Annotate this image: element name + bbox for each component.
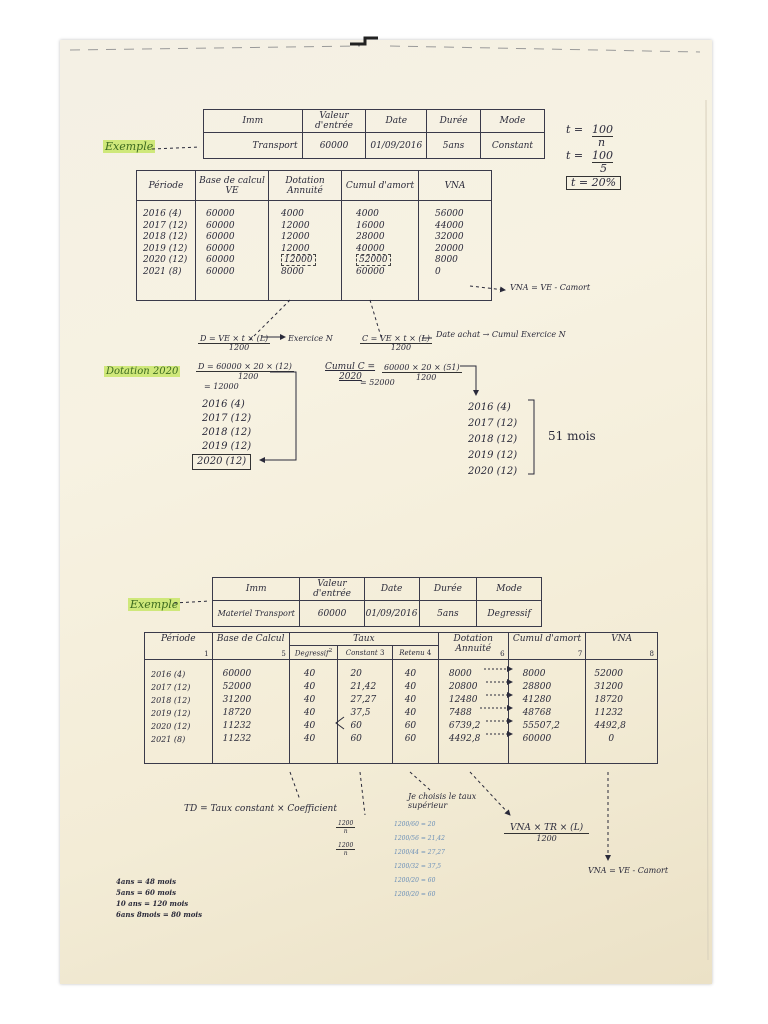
periode2-cell: 2016 (4)	[151, 670, 186, 679]
right-period: 2018 (12)	[468, 434, 518, 445]
right-period: 2016 (4)	[468, 402, 511, 413]
retenu-cell: 40	[404, 695, 417, 705]
info2-header-imm: Imm	[213, 578, 300, 601]
cumul-year: 2020	[339, 372, 362, 382]
h2-periode: Période	[160, 634, 196, 644]
periode2-cell: 2021 (8)	[151, 735, 186, 744]
months-note: 5ans = 60 mois	[116, 888, 177, 897]
cumul2-cell: 28800	[522, 682, 552, 692]
vna2-cell: 18720	[594, 695, 624, 705]
rate-calc: 1200/20 = 60	[394, 877, 436, 884]
rate-calc: 1200/60 = 20	[394, 821, 436, 828]
info-header-imm: Imm	[204, 110, 303, 133]
cumul-cell: 40000	[356, 243, 385, 254]
info2-valeur: 60000	[300, 601, 364, 627]
vna2-cell: 31200	[594, 682, 624, 692]
info-header-duree: Durée	[427, 110, 481, 133]
rate-frac-1-den: n	[343, 828, 348, 835]
h2-degressif: Degressif	[294, 649, 329, 658]
rate-den-2: 5	[600, 162, 607, 175]
months-total: 51 mois	[548, 429, 596, 443]
periode-cell: 2018 (12)	[143, 232, 188, 242]
base2-cell: 11232	[222, 721, 252, 731]
constant-cell: 37,5	[350, 708, 371, 718]
formula-c-num: C = VE × t × (L)	[362, 334, 430, 343]
vna-cell: 44000	[435, 220, 464, 231]
info2-header-date: Date	[364, 578, 419, 601]
retenu-cell: 60	[404, 721, 417, 731]
vna2-cell: 52000	[594, 669, 624, 679]
left-period: 2017 (12)	[202, 413, 252, 424]
choix-note: Je choisis le taux supérieur	[408, 792, 477, 810]
formula-d-calc-result: = 12000	[204, 382, 239, 391]
h2-dotation: Dotation Annuité	[453, 634, 493, 654]
info-duree: 5ans	[427, 133, 481, 159]
info-header-valeur: Valeur d'entrée	[302, 110, 366, 133]
header-dotation: Dotation Annuité	[269, 171, 342, 201]
h2-constant: Constant	[345, 648, 378, 657]
rate-calc: 1200/20 = 60	[394, 891, 436, 898]
h2-num-6: 6	[500, 650, 505, 658]
rate-result: t = 20%	[566, 176, 621, 190]
h2-base: Base de Calcul	[216, 634, 285, 644]
info2-header-valeur: Valeur d'entrée	[300, 578, 364, 601]
vna-cell: 20000	[435, 243, 464, 254]
dotation-cell: 4000	[281, 209, 304, 219]
rate-den-1: n	[598, 136, 606, 149]
base2-cell: 60000	[222, 669, 252, 679]
dotation2-cell: 8000	[448, 669, 472, 679]
periode-cell: 2021 (8)	[143, 266, 182, 277]
cumul-label: Cumul C =	[325, 362, 376, 372]
periode-cell: 2020 (12)	[143, 255, 188, 265]
h2-num-8: 8	[649, 650, 654, 658]
degressif-cell: 40	[303, 708, 316, 718]
date-achat-note: Date achat → Cumul Exercice N	[436, 330, 566, 339]
formula-c-calc-result: = 52000	[360, 378, 395, 387]
cumul2-cell: 41280	[522, 695, 552, 705]
example-1-label: Exemple	[105, 140, 154, 153]
dotation2-cell: 12480	[448, 695, 478, 705]
dotation-cell: 12000	[281, 232, 310, 242]
td-note: TD = Taux constant × Coefficient	[184, 804, 337, 814]
base2-cell: 18720	[222, 708, 252, 718]
rate-calc: 1200/44 = 27,27	[394, 849, 445, 856]
formula-d-calc-num: D = 60000 × 20 × (12)	[198, 362, 292, 371]
rate-frac-2-den: n	[343, 850, 348, 857]
info2-date: 01/09/2016	[364, 601, 419, 627]
h2-cumul: Cumul d'amort	[512, 634, 582, 644]
periode-cell: 2019 (12)	[143, 243, 188, 254]
info-header-date: Date	[366, 110, 427, 133]
vna-cell: 56000	[435, 209, 464, 219]
info-valeur: 60000	[302, 133, 366, 159]
dotation-cell: 12000	[281, 220, 310, 231]
info-date: 01/09/2016	[366, 133, 427, 159]
info2-header-duree: Durée	[419, 578, 477, 601]
formula-c-calc-den: 1200	[416, 373, 437, 382]
dotation2-cell: 4492,8	[448, 734, 481, 744]
example-2-label: Exemple	[130, 598, 179, 611]
retenu-cell: 60	[404, 734, 417, 744]
base-cell: 60000	[206, 255, 235, 265]
cumul-cell: 28000	[356, 232, 385, 242]
base-cell: 60000	[206, 232, 235, 242]
exercice-n-note: Exercice N	[288, 334, 333, 343]
dotation2-cell: 20800	[448, 682, 478, 692]
periode2-cell: 2019 (12)	[151, 709, 191, 718]
months-note: 10 ans = 120 mois	[116, 899, 189, 908]
cumul-cell-highlighted: 52000	[356, 254, 391, 266]
cumul2-cell: 60000	[522, 734, 552, 744]
base-cell: 60000	[206, 266, 235, 277]
h2-vna: VNA	[611, 634, 633, 644]
h2-retenu: Retenu	[399, 648, 425, 657]
periode-cell: 2017 (12)	[143, 220, 188, 231]
constant-cell: 27,27	[350, 695, 377, 705]
dotation2-cell: 7488	[448, 708, 472, 718]
vna-cell: 8000	[435, 255, 458, 265]
dotation-formula-num: VNA × TR × (L)	[504, 823, 589, 834]
h2-num-7: 7	[577, 650, 583, 658]
periode2-cell: 2017 (12)	[151, 683, 191, 692]
dotation-cell-highlighted: 12000	[281, 254, 316, 266]
dotation-formula-den: 1200	[536, 834, 557, 843]
rate-calc: 1200/56 = 21,42	[394, 835, 445, 842]
h2-num-4: 4	[426, 648, 432, 657]
vna-cell: 0	[435, 266, 441, 277]
cumul2-cell: 48768	[522, 708, 552, 718]
cumul2-cell: 55507,2	[522, 721, 560, 731]
left-period: 2016 (4)	[202, 399, 245, 410]
vna2-cell: 11232	[594, 708, 624, 718]
info2-imm: Materiel Transport	[213, 601, 300, 627]
header-cumul: Cumul d'amort	[342, 171, 419, 201]
header-vna: VNA	[419, 171, 492, 201]
dotation-2020-label: Dotation 2020	[106, 366, 179, 377]
base2-cell: 11232	[222, 734, 252, 744]
base2-cell: 52000	[222, 682, 252, 692]
formula-d-num: D = VE × t × (L)	[200, 334, 269, 343]
dotation-cell: 8000	[281, 266, 304, 277]
cumul-cell: 4000	[356, 209, 379, 219]
rate-t-1: t =	[566, 123, 584, 136]
formula-c-calc-num: 60000 × 20 × (51)	[384, 363, 460, 372]
degressif-cell: 40	[303, 669, 316, 679]
constant-cell: 60	[350, 721, 362, 731]
degressif-cell: 40	[303, 721, 316, 731]
rate-calc: 1200/32 = 37,5	[394, 863, 442, 870]
constant-cell: 21,42	[350, 682, 377, 692]
right-period: 2019 (12)	[468, 450, 518, 461]
degressif-cell: 40	[303, 695, 316, 705]
dotation2-cell: 6739,2	[448, 721, 481, 731]
h2-num-2: 2	[328, 647, 333, 654]
periode2-cell: 2020 (12)	[151, 722, 191, 731]
h2-taux: Taux	[289, 633, 438, 646]
rate-frac-2-num: 1200	[338, 842, 354, 849]
cumul2-cell: 8000	[522, 669, 546, 679]
base-cell: 60000	[206, 220, 235, 231]
vna-note-1: VNA = VE - Camort	[510, 283, 591, 292]
vna2-cell: 0	[608, 734, 615, 744]
info-imm: Transport	[204, 133, 303, 159]
rate-frac-1-num: 1200	[338, 820, 354, 827]
rate-t-2: t =	[566, 149, 584, 162]
rate-num-2: 100	[592, 149, 613, 162]
info2-mode: Degressif	[477, 601, 542, 627]
left-period: 2019 (12)	[202, 441, 252, 452]
formula-c-den: 1200	[390, 343, 412, 352]
left-period-boxed: 2020 (12)	[192, 454, 251, 470]
vna-cell: 32000	[435, 232, 464, 242]
constant-cell: 20	[350, 669, 362, 679]
vna-note-2: VNA = VE - Camort	[588, 866, 669, 875]
retenu-cell: 40	[404, 669, 417, 679]
degressif-cell: 40	[303, 734, 316, 744]
right-period: 2020 (12)	[468, 466, 518, 477]
info2-duree: 5ans	[419, 601, 477, 627]
info2-header-mode: Mode	[477, 578, 542, 601]
degressif-cell: 40	[303, 682, 316, 692]
months-note: 6ans 8mois = 80 mois	[116, 910, 203, 919]
vna2-cell: 4492,8	[594, 721, 626, 731]
right-period: 2017 (12)	[468, 418, 518, 429]
retenu-cell: 40	[404, 708, 417, 718]
h2-num-1: 1	[204, 650, 209, 658]
months-note: 4ans = 48 mois	[116, 877, 177, 886]
periode2-cell: 2018 (12)	[151, 696, 191, 705]
base2-cell: 31200	[222, 695, 252, 705]
constant-cell: 60	[350, 734, 362, 744]
info-mode: Constant	[480, 133, 544, 159]
base-cell: 60000	[206, 243, 235, 254]
base-cell: 60000	[206, 209, 235, 219]
rate-num-1: 100	[592, 123, 613, 136]
info-header-mode: Mode	[480, 110, 544, 133]
periode-cell: 2016 (4)	[143, 209, 182, 219]
header-periode: Période	[137, 171, 196, 201]
retenu-cell: 40	[404, 682, 417, 692]
cumul-cell: 16000	[356, 220, 385, 231]
formula-d-calc-den: 1200	[238, 372, 259, 381]
header-base: Base de calcul VE	[196, 171, 269, 201]
left-period: 2018 (12)	[202, 427, 252, 438]
h2-num-5: 5	[281, 650, 286, 658]
cumul-cell: 60000	[356, 266, 385, 277]
dotation-cell: 12000	[281, 243, 310, 254]
h2-num-3: 3	[379, 648, 385, 657]
formula-d-den: 1200	[228, 343, 250, 352]
